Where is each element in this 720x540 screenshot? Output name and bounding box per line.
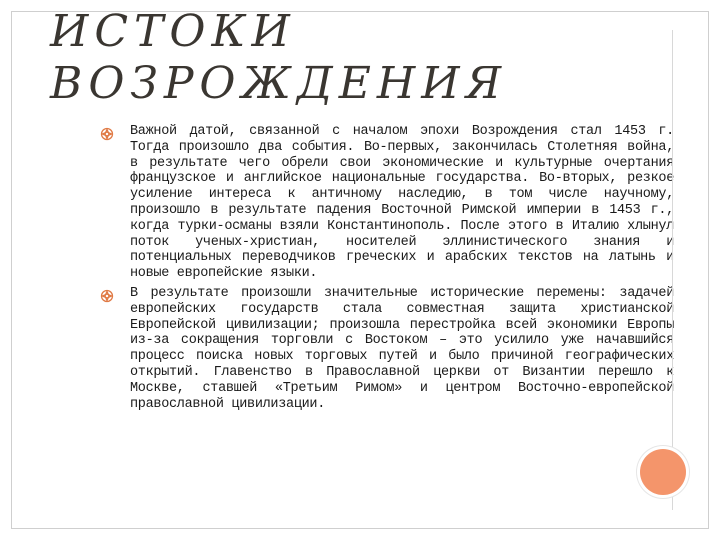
bullet-text-2: В результате произошли значительные исторические перемены: задачей европейских государств стала совместная защита христианской Европейской цивилизации; произошла перестройка всей экономики Европы из-за сокращения торговли с Востоком – это усилило уже начавшийся процесс поиска новых торговых путей и было причиной географических открытий. Главенство в Православной церкви от Византии перешло к Москве, ставшей «Третьим Римом» и центром Восточно-европейской православной цивилизации.: [130, 285, 674, 412]
diamond-ornament-icon: [100, 289, 114, 303]
title-line-2: ВОЗРОЖДЕНИЯ: [50, 58, 508, 109]
bullet-list: [100, 124, 674, 416]
slide-title: [50, 6, 507, 110]
accent-circle: [640, 449, 686, 495]
bullet-item-1: [100, 124, 674, 282]
diamond-ornament-icon: [100, 127, 114, 141]
accent-divider: [672, 30, 701, 510]
bullet-text-1: Важной датой, связанной с началом эпохи Возрождения стал 1453 г. Тогда произошло два события. Во-первых, закончилась Столетняя война, в результате чего обрели свои экономические и культурные очертания французское и английское национальные государства. Во-вторых, резкое усиление интереса к античному наследию, в том числе научному, произошло в результате падения Восточной Римской империи в 1453 г., когда турки-османы взяли Константинополь. После этого в Италию хлынул поток ученых-христиан, носителей эллинистического знания и потенциальных переводчиков греческих и арабских текстов на латынь и новые европейские языки.: [130, 124, 674, 282]
bullet-item-2: [100, 286, 674, 412]
title-line-1: ИСТОКИ: [50, 6, 296, 57]
